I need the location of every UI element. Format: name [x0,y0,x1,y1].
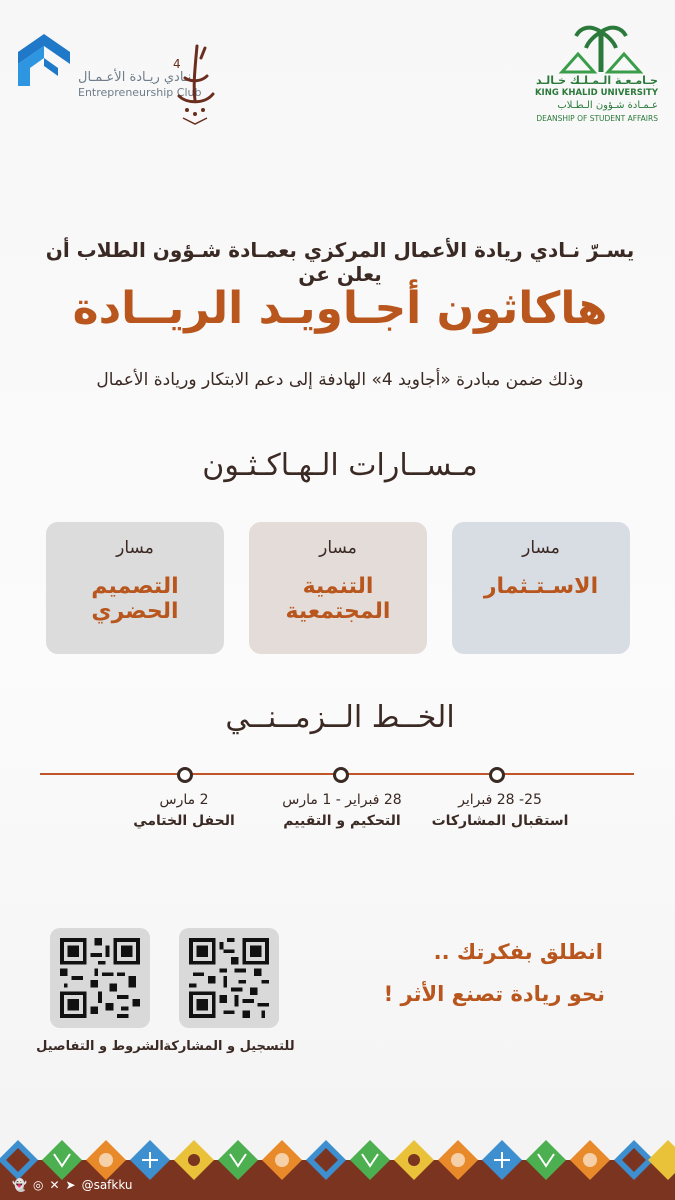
club-name-en: Entrepreneurship Club [78,86,202,99]
timeline-date: 2 مارس [159,792,209,808]
x-icon[interactable]: ✕ [49,1178,60,1192]
kku-dept-ar: عـمـادة شـؤون الـطـلاب [557,100,658,111]
announcement-intro: يسـرّ نـادي ريادة الأعمال المركزي بعمـادة شـؤون الطلاب أن يعلن عن [45,238,635,286]
timeline-dot [489,767,505,783]
track-card-investment [452,522,630,654]
social-handle[interactable]: @safkku [81,1178,133,1192]
palm-tree-icon [556,22,646,74]
track-card-urban-design [46,522,224,654]
hackathon-title: هاكاثون أجـاويـد الريــادة [72,283,608,334]
track-card-community-development [249,522,427,654]
timeline-label: التحكيم و التقييم [283,813,401,829]
kku-logo [534,22,658,123]
track-name: التصميم الحضري [91,574,179,624]
instagram-icon[interactable]: ◎ [32,1178,44,1192]
announcement-subline: وذلك ضمن مبادرة «أجاويد 4» الهادفة إلى دعم الابتكار وريادة الأعمال [96,370,584,390]
timeline-dot [333,767,349,783]
telegram-icon[interactable]: ➤ [65,1178,76,1192]
ajaweed-logo [165,38,225,128]
kku-name-ar: جـامـعـة الـمـلـك خـالـد [535,74,658,87]
kku-dept-en: DEANSHIP OF STUDENT AFFAIRS [536,114,658,123]
register-qr-caption: للتسجيل و المشاركة [163,1039,295,1054]
track-label: مسار [319,538,357,558]
timeline-date: 25- 28 فبراير [458,792,542,808]
svg-text:4: 4 [173,57,181,71]
timeline-dot [177,767,193,783]
qr-code-icon [189,938,269,1018]
kku-name-en: KING KHALID UNIVERSITY [534,88,658,98]
register-qr-code[interactable] [179,928,279,1028]
cta-line-1: انطلق بفكرتك .. [433,940,603,964]
social-links [12,1176,133,1194]
club-name-ar: نـادي ريـادة الأعـمـال [78,70,192,85]
timeline-label: استقبال المشاركات [431,813,569,829]
timeline-heading: الخــط الــزمــنــي [225,700,455,735]
track-name: الاسـتـثمار [483,574,599,599]
terms-qr-code[interactable] [50,928,150,1028]
timeline-label: الحفل الختامي [133,813,235,829]
qr-code-icon [60,938,140,1018]
snapchat-icon[interactable]: 👻 [12,1178,27,1192]
track-name: التنمية المجتمعية [285,574,391,624]
ajaweed-calligraphy-icon [165,38,225,128]
club-mark-icon [14,30,74,90]
tracks-heading: مـســارات الـهـاكـثـون [202,448,478,483]
cta-line-2: نحو ريادة تصنع الأثر ! [383,982,605,1006]
terms-qr-caption: الشروط و التفاصيل [36,1039,164,1054]
track-label: مسار [116,538,154,558]
timeline-date: 28 فبراير - 1 مارس [282,792,402,808]
entrepreneurship-club-logo [14,30,202,102]
track-label: مسار [522,538,560,558]
